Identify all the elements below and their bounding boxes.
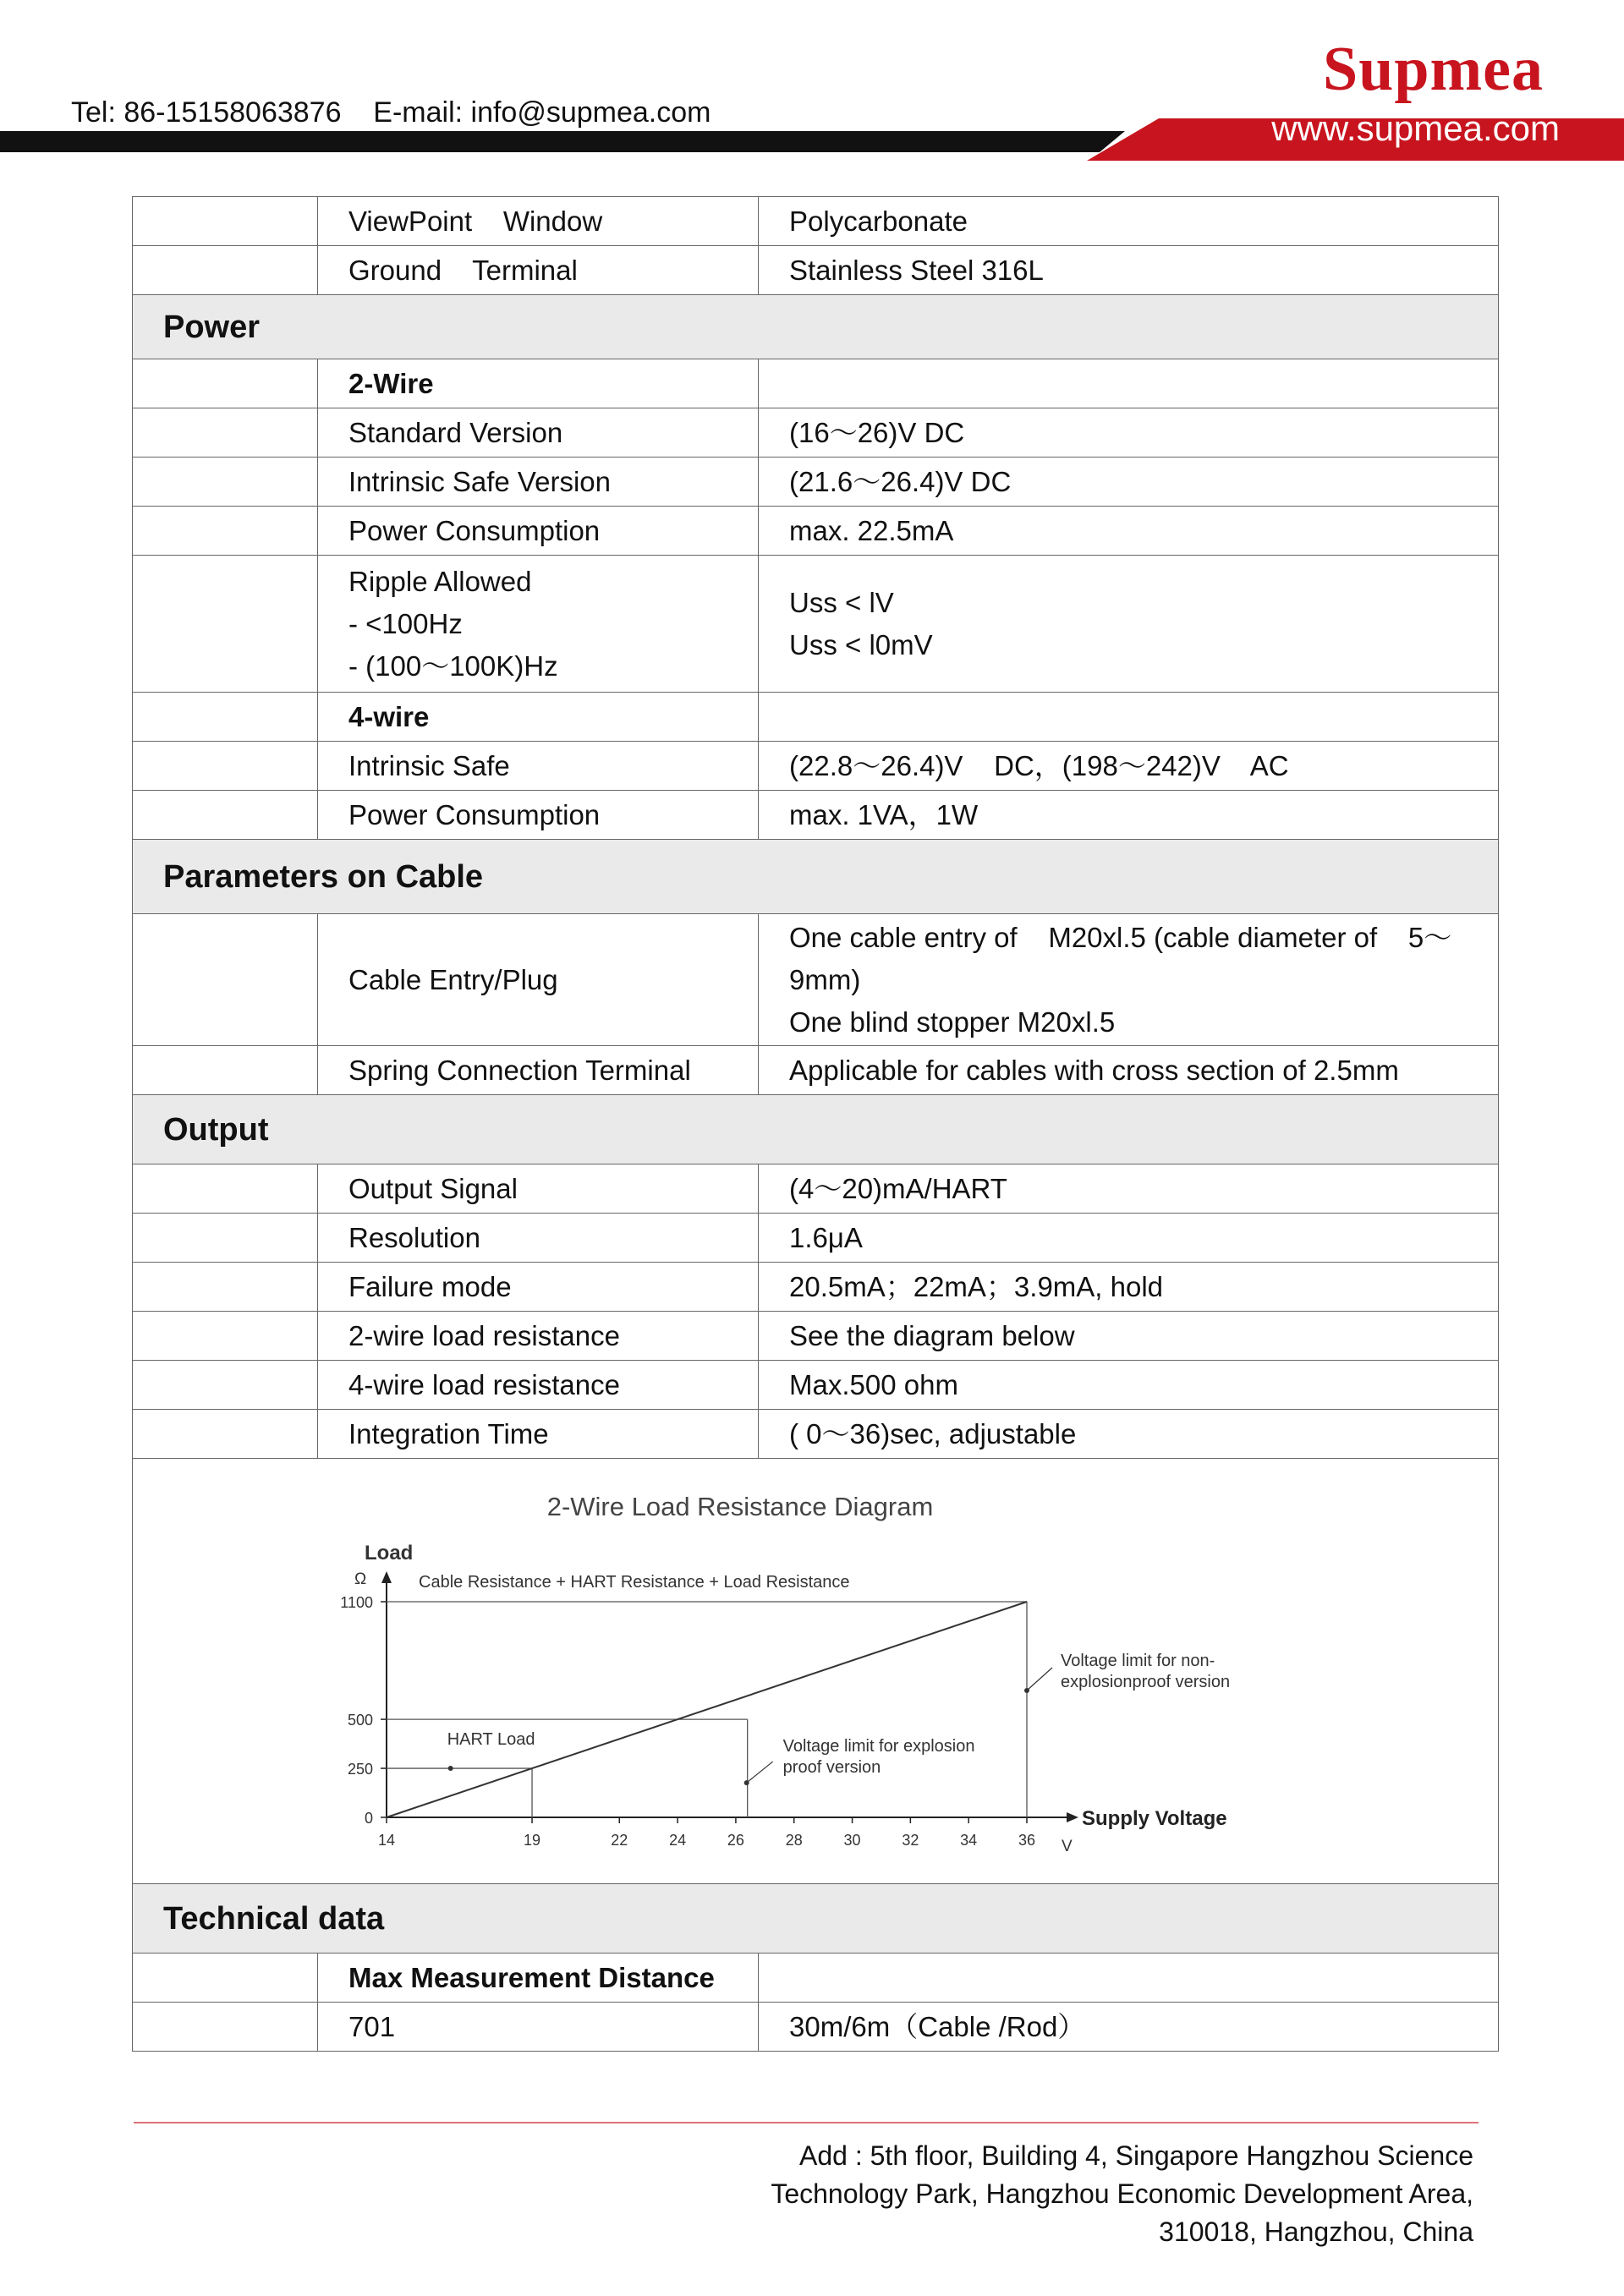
table-row	[133, 1263, 1499, 1312]
x-tick-label: 26	[727, 1832, 744, 1849]
section-title: Technical data	[133, 1884, 1499, 1954]
explosion-label: Voltage limit for explosion	[782, 1737, 975, 1756]
spec-table	[132, 196, 1499, 2052]
table-row	[133, 1361, 1499, 1410]
table-row	[133, 197, 1499, 246]
table-row	[133, 1312, 1499, 1361]
section-title: Power	[133, 295, 1499, 359]
table-row	[133, 246, 1499, 295]
chart-title: 2-Wire Load Resistance Diagram	[546, 1492, 934, 1521]
chart-formula: Cable Resistance + HART Resistance + Load Resistance	[419, 1573, 850, 1592]
footer-divider	[134, 2122, 1479, 2123]
footer-address: Add : 5th floor, Building 4, Singapore Hangzhou Science Technology Park, Hangzhou Economic Development Area, 310018, Hangzhou, China	[771, 2140, 1473, 2247]
row-value: Max.500 ohm	[759, 1361, 1499, 1410]
chart-marks	[387, 1602, 1230, 1817]
row-value: Polycarbonate	[759, 197, 1499, 246]
row-label: Integration Time	[318, 1410, 759, 1459]
x-tick-label: 19	[524, 1832, 541, 1849]
row-value: (22.8～26.4)V DC，(198～242)V AC	[759, 742, 1499, 791]
row-value: 20.5mA；22mA；3.9mA, hold	[759, 1263, 1499, 1312]
row-value: max. 22.5mA	[759, 507, 1499, 556]
row-value: See the diagram below	[759, 1312, 1499, 1361]
row-value: max. 1VA，1W	[759, 791, 1499, 840]
row-label: Ground Terminal	[318, 246, 759, 295]
y-axis-unit: Ω	[354, 1570, 367, 1588]
hart-label: HART Load	[447, 1730, 535, 1750]
row-label: Power Consumption	[318, 507, 759, 556]
subheading-max-distance: Max Measurement Distance	[318, 1954, 759, 2003]
x-axis-unit: V	[1062, 1838, 1073, 1855]
row-label: Power Consumption	[318, 791, 759, 840]
table-row	[133, 1046, 1499, 1095]
section-title: Parameters on Cable	[133, 840, 1499, 914]
chart-axes	[340, 1571, 1078, 1849]
row-value: (4～20)mA/HART	[759, 1164, 1499, 1214]
row-label: Intrinsic Safe	[318, 742, 759, 791]
x-tick-label: 24	[669, 1832, 687, 1849]
y-tick-label: 250	[347, 1761, 373, 1778]
table-row	[133, 1410, 1499, 1459]
section-header-power	[133, 295, 1499, 359]
table-row	[133, 2003, 1499, 2052]
row-value: 1.6μA	[759, 1214, 1499, 1263]
table-row	[133, 1954, 1499, 2003]
explosion-leader	[747, 1762, 773, 1783]
table-row	[133, 359, 1499, 408]
x-tick-label: 34	[960, 1832, 978, 1849]
row-value: (16～26)V DC	[759, 408, 1499, 458]
row-label: Failure mode	[318, 1263, 759, 1312]
y-tick-label: 1100	[340, 1594, 373, 1611]
row-label: Resolution	[318, 1214, 759, 1263]
load-resistance-chart	[133, 1460, 1497, 1882]
brand-logo: Supmea	[1323, 35, 1544, 104]
subheading-2-wire: 2-Wire	[318, 359, 759, 408]
row-label: 2-wire load resistance	[318, 1312, 759, 1361]
header-website[interactable]: www.supmea.com	[1271, 108, 1560, 148]
table-row	[133, 742, 1499, 791]
y-axis-arrow	[381, 1571, 392, 1583]
table-row	[133, 1164, 1499, 1214]
y-tick-label: 0	[364, 1810, 373, 1827]
y-axis-label: Load	[365, 1542, 414, 1564]
nonexplosion-label: explosionproof version	[1061, 1673, 1231, 1691]
table-row	[133, 693, 1499, 742]
row-value-cable-entry: One cable entry of M20xl.5 (cable diameter of 5～ 9mm) One blind stopper M20xl.5	[759, 914, 1499, 1046]
row-label: Output Signal	[318, 1164, 759, 1214]
subheading-4-wire: 4-wire	[318, 693, 759, 742]
row-value: Stainless Steel 316L	[759, 246, 1499, 295]
x-tick-label: 14	[377, 1832, 396, 1849]
row-value-ripple: Uss < lV Uss < l0mV	[759, 556, 1499, 693]
row-label: Cable Entry/Plug	[318, 914, 759, 1046]
table-row	[133, 507, 1499, 556]
x-tick-label: 28	[785, 1832, 803, 1849]
row-value: ( 0～36)sec, adjustable	[759, 1410, 1499, 1459]
table-row	[133, 791, 1499, 840]
diagram-row	[133, 1459, 1499, 1884]
table-row	[133, 408, 1499, 458]
row-label: Standard Version	[318, 408, 759, 458]
section-header-output	[133, 1095, 1499, 1164]
row-label: 701	[318, 2003, 759, 2052]
explosion-label: proof version	[782, 1758, 881, 1778]
diagram-cell	[133, 1459, 1499, 1884]
row-label: Intrinsic Safe Version	[318, 458, 759, 507]
row-value: 30m/6m（Cable /Rod）	[759, 2003, 1499, 2052]
table-row	[133, 458, 1499, 507]
hart-marker	[448, 1766, 453, 1771]
row-label: ViewPoint Window	[318, 197, 759, 246]
section-header-technical	[133, 1884, 1499, 1954]
section-title: Output	[133, 1095, 1499, 1164]
x-tick-label: 36	[1018, 1832, 1036, 1849]
x-tick-label: 30	[843, 1832, 861, 1849]
header-contact: Tel: 86-15158063876 E-mail: info@supmea.com	[71, 96, 711, 129]
x-tick-label: 32	[902, 1832, 919, 1849]
table-row	[133, 556, 1499, 693]
series-line	[387, 1602, 1027, 1817]
row-label-ripple: Ripple Allowed - <100Hz - (100～100K)Hz	[318, 556, 759, 693]
x-tick-label: 22	[611, 1832, 628, 1849]
y-tick-label: 500	[347, 1712, 373, 1729]
nonexplosion-label: Voltage limit for non-	[1061, 1652, 1215, 1670]
row-value: Applicable for cables with cross section of 2.5mm	[759, 1046, 1499, 1095]
section-header-cable	[133, 840, 1499, 914]
x-axis-arrow	[1067, 1812, 1078, 1822]
table-row	[133, 1214, 1499, 1263]
x-axis-label: Supply Voltage	[1082, 1807, 1227, 1830]
row-label: 4-wire load resistance	[318, 1361, 759, 1410]
table-row	[133, 914, 1499, 1046]
row-value: (21.6～26.4)V DC	[759, 458, 1499, 507]
nonexplosion-leader	[1027, 1668, 1052, 1690]
row-label: Spring Connection Terminal	[318, 1046, 759, 1095]
